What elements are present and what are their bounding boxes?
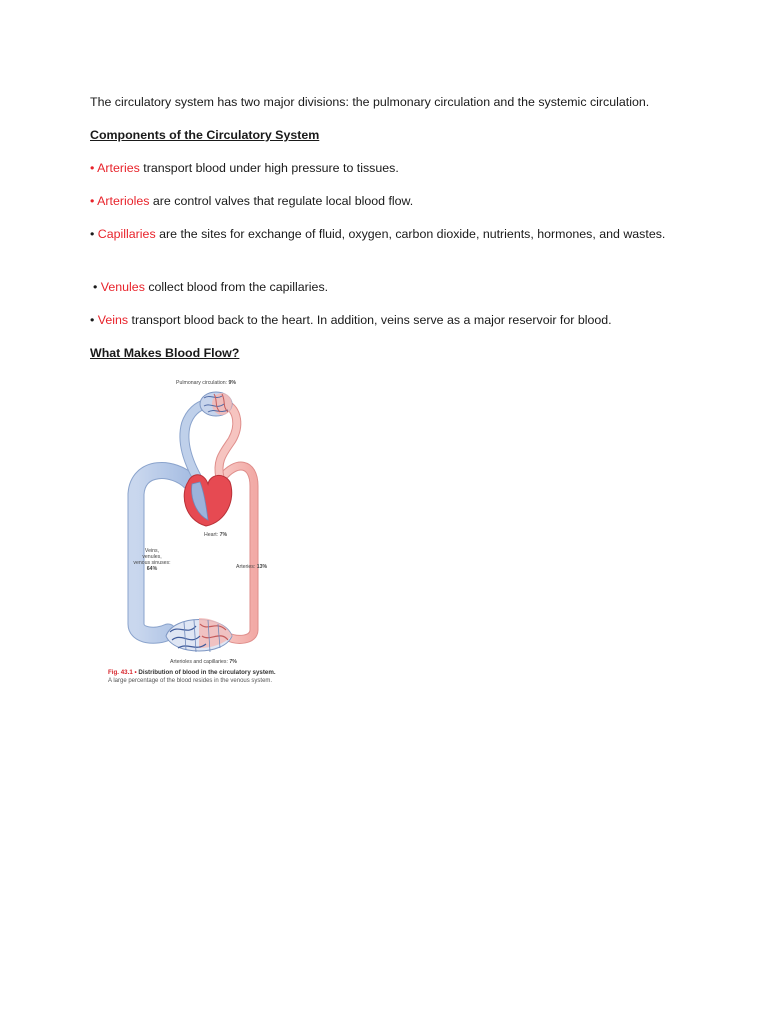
bullet-marker: •: [90, 313, 95, 327]
label-arteries-name: Arteries:: [236, 564, 256, 570]
label-veins: [128, 548, 176, 572]
systemic-capillary-bed: [166, 618, 232, 652]
label-veins-value: 64%: [146, 566, 158, 572]
bullet-text: collect blood from the capillaries.: [144, 280, 329, 294]
bullet-marker: •: [93, 280, 98, 294]
term-veins: Veins: [97, 313, 129, 327]
heading-blood-flow: What Makes Blood Flow?: [90, 346, 240, 360]
label-pulmonary: [176, 380, 236, 386]
label-veins-line: venous sinuses:: [133, 560, 171, 566]
term-venules: Venules: [100, 280, 145, 294]
term-arteries: Arteries: [97, 161, 140, 175]
label-veins-line: venules,: [142, 554, 162, 560]
bullet-marker: •: [90, 227, 95, 241]
pulmonary-capillary-bed: [200, 392, 232, 416]
bullet-capillaries: [90, 224, 690, 244]
bullet-text: are control valves that regulate local blood flow.: [149, 194, 414, 208]
bullet-veins: [90, 310, 690, 330]
figure-caption: [108, 669, 276, 676]
bullet-marker: •: [90, 161, 95, 175]
heading-components: Components of the Circulatory System: [90, 128, 320, 142]
label-pulmonary-name: Pulmonary circulation:: [176, 380, 228, 386]
bullet-text: transport blood back to the heart. In addition, veins serve as a major reservoir for blood.: [128, 313, 612, 327]
term-arterioles: Arterioles: [97, 194, 150, 208]
label-pulmonary-value: 9%: [228, 380, 236, 386]
caption-separator: •: [132, 669, 139, 676]
figure-caption-sub: A large percentage of the blood resides in the venous system.: [108, 678, 273, 684]
bullet-text: transport blood under high pressure to tissues.: [139, 161, 399, 175]
bullet-venules: [93, 277, 693, 297]
term-capillaries: Capillaries: [97, 227, 156, 241]
bullet-arterioles: [90, 191, 690, 211]
label-arteries-value: 13%: [256, 564, 268, 570]
label-veins-line: Veins,: [144, 548, 160, 554]
label-capillaries-name: Arterioles and capillaries:: [170, 659, 228, 665]
label-capillaries-value: 7%: [229, 659, 237, 665]
bullet-arteries: [90, 158, 690, 178]
label-capillaries: [170, 659, 237, 665]
caption-title: Distribution of blood in the circulatory system.: [138, 669, 276, 676]
circulation-diagram: [104, 374, 304, 669]
label-heart-value: 7%: [219, 532, 228, 538]
bullet-text: are the sites for exchange of fluid, oxygen, carbon dioxide, nutrients, hormones, and wastes.: [155, 227, 666, 241]
figure-number: Fig. 43.1: [108, 669, 133, 676]
label-arteries: [236, 564, 267, 570]
heart-shape: [184, 475, 232, 526]
label-heart-name: Heart:: [204, 532, 219, 538]
bullet-marker: •: [90, 194, 95, 208]
label-heart: [204, 532, 227, 538]
circulation-figure: [104, 374, 304, 690]
intro-paragraph: The circulatory system has two major divisions: the pulmonary circulation and the systemic circulation.: [90, 95, 650, 109]
